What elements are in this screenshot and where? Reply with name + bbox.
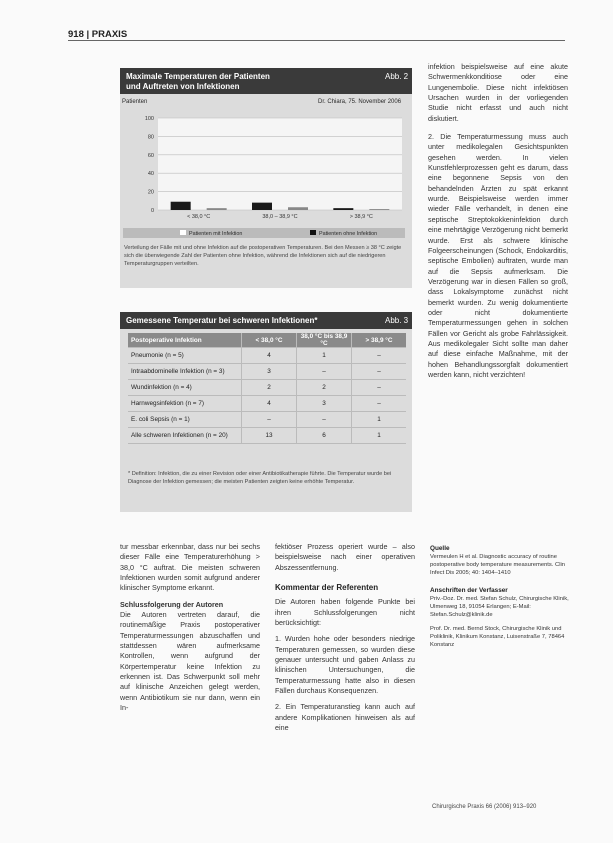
table-row	[128, 380, 406, 396]
table-row	[128, 412, 406, 428]
right-paragraph-1: infektion beispielsweise auf eine akute Schwermenkkonditiose oder eine Lungenembolie. Diese nicht infektiösen Ursachen wurden in der vorliegenden Studie nicht erfasst und auch nicht diskutiert.	[428, 62, 568, 123]
table-row	[128, 396, 406, 412]
left-column	[120, 542, 260, 714]
left-paragraph-1: tur messbar erkennbar, dass nur bei sechs dieser Fälle eine Temperaturerhöhung > 38,0 °C auftrat. Die meisten schweren Infektionen wurden somit aufgrund anderer klinischer Symptome erkannt.	[120, 542, 260, 593]
address-1: Priv.-Doz. Dr. med. Stefan Schulz, Chirurgische Klinik, Ulmenweg 18, 91054 Erlangen; E-Mail: Stefan.Schulz@klinik.de	[430, 596, 569, 618]
figure-caption: Verteilung der Fälle mit und ohne Infektion auf die postoperativen Temperaturen. Bei den Messen ≥ 38 °C zeigte sich die überwiegende Zahl der Patienten ohne Infektion, während die Infektionen sich auf die niedrigeren Temperaturgruppen verteilten.	[124, 245, 402, 267]
table-cell: –	[352, 396, 407, 412]
y-tick-label: 100	[144, 116, 154, 122]
legend-b-label: Patienten ohne Infektion	[319, 231, 378, 237]
mid-column	[275, 542, 415, 734]
table-cell: E. coli Sepsis (n = 1)	[128, 412, 242, 428]
table-row	[128, 364, 406, 380]
table-header-row	[128, 333, 406, 348]
table-cell: 1	[352, 412, 407, 428]
right-column	[428, 62, 568, 380]
bar-without-infection	[369, 209, 389, 210]
x-tick-label: 38,0 – 38,9 °C	[262, 214, 298, 220]
table-cell: 4	[242, 348, 297, 364]
table-cell: 2	[242, 380, 297, 396]
bar-chart	[120, 110, 412, 220]
table-header-cell: Postoperative Infektion	[128, 333, 242, 348]
mid-heading: Kommentar der Referenten	[275, 583, 379, 593]
address-heading: Anschriften der Verfasser	[430, 587, 508, 594]
bar-without-infection	[207, 208, 227, 210]
bar-without-infection	[288, 207, 308, 210]
figure-y-caption: Patienten	[122, 99, 148, 105]
y-tick-label: 0	[150, 208, 154, 214]
figure-title-line1: Maximale Temperaturen der Patienten	[126, 72, 270, 81]
legend-a-swatch	[180, 230, 186, 235]
x-tick-label: > 38,9 °C	[349, 214, 373, 220]
bar-with-infection	[333, 208, 353, 210]
right-paragraph-2: 2. Die Temperaturmessung muss auch unter medikolegalen Gesichtspunkten gesehen werden. In vielen Kunstfehlerprozessen geht es darum, dass eine begonnene Sepsis von den behandelnden Ärzten zu spät erkannt wurde. Beispielsweise werden immer wieder Fälle verhandelt, in denen eine septische Streptokokkeninfektion durch eine mehrtägige Verzögerung nicht bemerkt wurde. Erst als schwere klinische Folgeerscheinungen (Schock, Endokarditis, septische Embolien) auftraten, wurde man auf die Sepsis aufmerksam. Die Verzögerung war in diesen Fällen so groß, dass Lokalsymptome zunächst nicht bemerkt wurden. Zu wenig dokumentierte oder nicht dokumentierte Temperaturmessungen gehen in solchen Fällen vor Gericht als grobe Fahrlässigkeit. Aus medikolegaler Sicht sollte man daher auf diese einfache Maßnahme, mit der hohen Behandlungssorgfalt dokumentiert werden kann, nicht verzichten!	[428, 132, 568, 379]
figure-label: Abb. 2	[385, 72, 409, 81]
y-tick-label: 80	[147, 134, 154, 141]
table-cell: 13	[242, 428, 297, 444]
figure-title	[126, 72, 270, 92]
table-cell: 6	[297, 428, 352, 444]
table-cell: 1	[297, 348, 352, 364]
left-paragraph-2: Die Autoren vertreten darauf, die routinemäßige Praxis postoperativer Temperaturmessungen abzuschaffen und stattdessen wären aufmerksame Kontrollen, wenn aufgrund der Körpertemperatur keine Infektion zu erkennen ist. Das Schwerpunkt soll mehr auf klinische Anzeichen gelegt werden, wenn Antibiotikum sie nur dann, wenn ein In-	[120, 610, 260, 713]
y-tick-label: 20	[147, 189, 154, 196]
table-cell: –	[352, 348, 407, 364]
table-footnote: * Definition: Infektion, die zu einer Revision oder einer Antibiotikatherapie führte. Die Temperatur wurde bei Diagnose der Infektion gemessen; die meisten Patienten zeigten keine erhöhte Temperatur.	[128, 471, 392, 485]
table-cell: 1	[352, 428, 407, 444]
table-cell: –	[297, 412, 352, 428]
sources-text: Vermeulen H et al. Diagnostic accuracy of routine postoperative body temperature measurements. Clin Infect Dis 2005; 40: 1404–1410	[430, 554, 566, 576]
table-cell: –	[297, 364, 352, 380]
legend-b-swatch	[310, 230, 316, 235]
table-title: Gemessene Temperatur bei schweren Infektionen*	[126, 316, 318, 325]
sources-block	[430, 545, 570, 649]
mid-paragraph-1: fektiöser Prozess operiert wurde – also beispielsweise nach einer operativen Abszessentfernung.	[275, 542, 415, 572]
mid-paragraph-3: 1. Wurden hohe oder besonders niedrige Temperaturen gemessen, so wurden diese genauer untersucht und gaben Anlass zu klinischen Untersuchungen, die Temperaturmessung hatte also in diesen Fällen durchaus Konsequenzen.	[275, 634, 415, 696]
header-rule	[68, 40, 565, 41]
table-cell: –	[352, 364, 407, 380]
temperature-table	[128, 333, 406, 444]
table-cell: Harnwegsinfektion (n = 7)	[128, 396, 242, 412]
legend-a	[180, 230, 242, 237]
table-cell: 3	[242, 364, 297, 380]
legend-b	[310, 230, 377, 237]
table-cell: Wundinfektion (n = 4)	[128, 380, 242, 396]
table-header-cell: < 38,0 °C	[242, 333, 297, 348]
figure-title-line2: und Auftreten von Infektionen	[126, 82, 240, 91]
legend-a-label: Patienten mit Infektion	[189, 231, 243, 237]
mid-paragraph-4: 2. Ein Temperaturanstieg kann auch auf andere Komplikationen hinweisen als auf eine	[275, 702, 415, 733]
x-tick-label: < 38,0 °C	[187, 214, 211, 220]
address-2: Prof. Dr. med. Bernd Stock, Chirurgische Klinik und Poliklinik, Klinikum Konstanz, Luisenstraße 7, 78464 Konstanz	[430, 626, 565, 648]
table-cell: Alle schweren Infektionen (n = 20)	[128, 428, 242, 444]
y-tick-label: 40	[147, 171, 154, 178]
left-heading: Schlussfolgerung der Autoren	[120, 599, 224, 609]
table-cell: –	[242, 412, 297, 428]
bar-with-infection	[171, 202, 191, 210]
table-row	[128, 348, 406, 364]
mid-paragraph-2: Die Autoren haben folgende Punkte bei ihren Schlussfolgerungen nicht berücksichtigt:	[275, 597, 415, 628]
y-tick-label: 60	[147, 152, 154, 159]
table-cell: Intraabdominelle Infektion (n = 3)	[128, 364, 242, 380]
plot-area	[158, 118, 402, 210]
page-header: 918 | PRAXIS	[68, 29, 128, 40]
table-row	[128, 428, 406, 444]
figure-source: Dr. Chiara, 75. November 2006	[318, 99, 402, 105]
table-cell: –	[352, 380, 407, 396]
table-cell: 2	[297, 380, 352, 396]
table-header-cell: > 38,9 °C	[352, 333, 407, 348]
page-footer: Chirurgische Praxis 66 (2006) 913–920	[432, 804, 537, 810]
table-cell: 4	[242, 396, 297, 412]
table-label: Abb. 3	[385, 316, 409, 325]
bar-with-infection	[252, 203, 272, 210]
table-header-cell: 38,0 °C bis 38,9 °C	[297, 333, 352, 348]
table-cell: 3	[297, 396, 352, 412]
sources-heading: Quelle	[430, 545, 450, 552]
table-cell: Pneumonie (n = 5)	[128, 348, 242, 364]
